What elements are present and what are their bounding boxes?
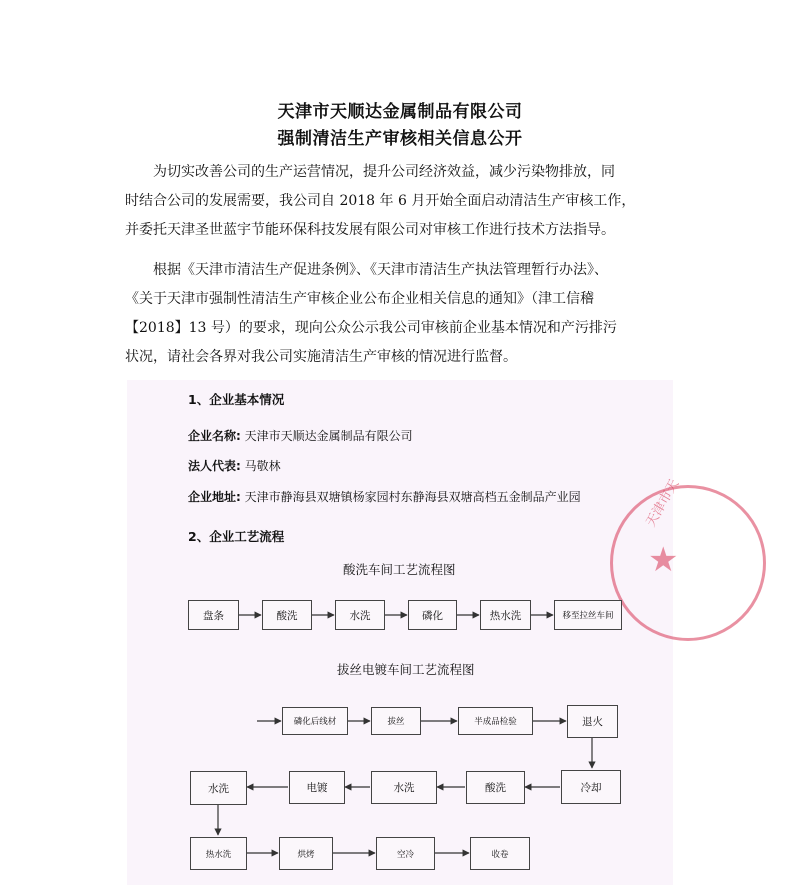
- legal-rep-value: 马敬林: [244, 459, 281, 473]
- flow2-step-inspection: 半成品检验: [458, 707, 533, 735]
- flow2-step-hot-wash: 热水洗: [190, 837, 247, 870]
- seal-text: 天津市天: [643, 476, 683, 530]
- text-line: 时结合公司的发展需要，我公司自 2018 年 6 月开始全面启动清洁生产审核工作，: [125, 193, 636, 209]
- flow2-step-baking: 烘烤: [279, 837, 333, 870]
- document-subtitle: 强制清洁生产审核相关信息公开: [277, 129, 523, 149]
- text-line: 为切实改善公司的生产运营情况，提升公司经济效益，减少污染物排放，同: [153, 164, 615, 180]
- flow1-step-move: 移至拉丝车间: [554, 600, 622, 630]
- text-line: 【2018】13 号）的要求，现向公众公示我公司审核前企业基本情况和产污排污: [125, 320, 617, 336]
- flow2-step-annealing: 退火: [567, 705, 618, 738]
- text-line: 根据《天津市清洁生产促进条例》、《天津市清洁生产执法管理暂行办法》、: [153, 262, 608, 278]
- company-name-label: 企业名称:: [188, 429, 241, 443]
- flow1-step-pickling: 酸洗: [262, 600, 312, 630]
- flow1-step-phosphating: 磷化: [408, 600, 457, 630]
- flow2-step-pickling: 酸洗: [466, 771, 525, 804]
- section-basic-info: 1、企业基本情况: [188, 392, 285, 407]
- flow1-step-water-wash: 水洗: [335, 600, 385, 630]
- text-line: 并委托天津圣世蓝宇节能环保科技发展有限公司对审核工作进行技术方法指导。: [125, 222, 615, 238]
- flow2-title: 拔丝电镀车间工艺流程图: [337, 662, 475, 677]
- address-label: 企业地址:: [188, 490, 241, 504]
- flow2-step-phosphated-wire: 磷化后线材: [282, 707, 348, 735]
- flow1-title: 酸洗车间工艺流程图: [343, 562, 456, 577]
- flow1-step-hot-wash: 热水洗: [480, 600, 531, 630]
- company-name-value: 天津市天顺达金属制品有限公司: [244, 429, 413, 443]
- text-line: 状况，请社会各界对我公司实施清洁生产审核的情况进行监督。: [125, 349, 517, 365]
- flow2-step-drawing: 拔丝: [371, 707, 421, 735]
- flow2-step-electroplating: 电镀: [289, 771, 345, 804]
- flow2-step-air-cooling: 空冷: [376, 837, 435, 870]
- flow2-step-cooling: 冷却: [561, 770, 621, 804]
- section-process-flow: 2、企业工艺流程: [188, 529, 285, 544]
- address-value: 天津市静海县双塘镇杨家园村东静海县双塘高档五金制品产业园: [244, 490, 581, 504]
- flow2-step-water-wash-2: 水洗: [190, 771, 247, 805]
- legal-rep-label: 法人代表:: [188, 459, 241, 473]
- flow2-step-coiling: 收卷: [470, 837, 530, 870]
- seal-star-icon: ★: [648, 540, 679, 580]
- flow2-step-water-wash: 水洗: [371, 771, 437, 804]
- document-title: 天津市天顺达金属制品有限公司: [277, 102, 523, 122]
- flow1-step-coil: 盘条: [188, 600, 239, 630]
- text-line: 《关于天津市强制性清洁生产审核企业公布企业相关信息的通知》（津工信稽: [125, 291, 594, 307]
